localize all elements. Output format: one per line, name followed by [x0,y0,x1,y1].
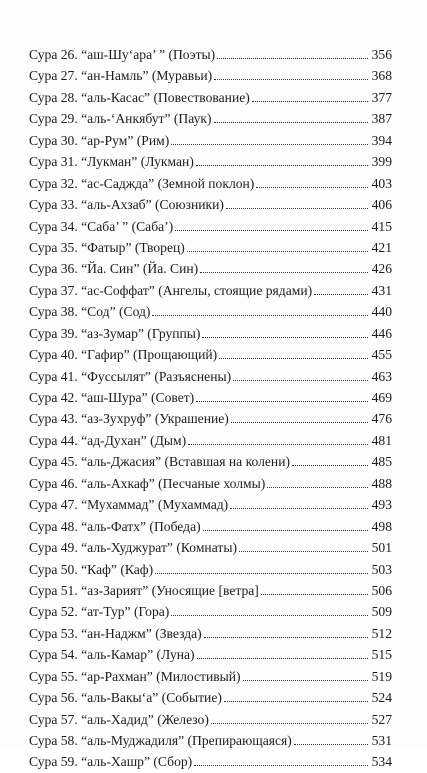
toc-entry-title: Сура 58. “аль-Муджадиля” (Препирающаяся) [29,733,292,748]
toc-entry-page-number: 426 [371,261,392,277]
toc-entry-page-number: 394 [371,132,392,148]
toc-entry [29,237,392,258]
toc-entry-title: Сура 37. “ас-Соффат” (Ангелы, стоящие рядами) [29,282,313,298]
toc-entry [29,537,392,558]
toc-entry-title: Сура 28. “аль-Касас” (Повествование) [29,89,250,105]
dot-leader [219,357,368,359]
dot-leader [214,78,368,80]
table-of-contents [29,44,392,773]
toc-entry-page-number: 446 [371,325,392,341]
dot-leader [211,722,368,724]
toc-entry-title: Сура 31. “Лукман” (Лукман) [29,154,194,170]
dot-leader [194,764,368,766]
toc-entry-page-number: 403 [371,175,392,191]
toc-entry-page-number: 512 [371,625,392,641]
dot-leader [152,314,368,316]
toc-entry-title: Сура 46. “аль-Ахкаф” (Песчаные холмы) [29,475,266,491]
toc-entry-page-number: 421 [371,239,392,255]
toc-entry-title: Сура 50. “Каф” (Каф) [29,561,154,577]
toc-entry-title: Сура 42. “аш-Шура” (Совет) [29,390,195,405]
toc-entry-title: Сура 39. “аз-Зумар” (Группы) [29,325,201,341]
toc-entry [29,730,392,751]
toc-entry-page-number: 463 [371,368,392,384]
toc-entry-title: Сура 34. “Саба’ ” (Саба’) [29,218,174,234]
toc-entry-page-number: 524 [371,690,392,706]
dot-leader [200,271,368,273]
toc-entry [29,709,392,730]
dot-leader [224,700,368,702]
toc-entry-page-number: 469 [371,390,392,405]
toc-entry-title: Сура 54. “аль-Камар” (Луна) [29,647,195,663]
toc-entry-page-number: 399 [371,154,392,170]
toc-entry-page-number: 493 [371,497,392,513]
toc-entry-title: Сура 45. “аль-Джасия” (Вставшая на колени) [29,454,291,470]
toc-entry-title: Сура 26. “аш-Шу‘ара’ ” (Поэты) [29,47,216,62]
toc-entry-page-number: 503 [371,561,392,577]
dot-leader [214,121,369,123]
toc-entry [29,173,392,194]
toc-entry-title: Сура 56. “аль-Вакы‘а” (Событие) [29,690,222,706]
toc-entry-page-number: 431 [371,282,392,298]
toc-entry [29,387,392,408]
toc-entry-page-number: 415 [371,218,392,234]
toc-entry [29,751,392,772]
dot-leader [188,443,368,445]
dot-leader [239,550,368,552]
toc-entry [29,559,392,580]
toc-entry-title: Сура 33. “аль-Ахзаб” (Союзники) [29,197,224,213]
toc-entry-title: Сура 35. “Фатыр” (Творец) [29,239,185,255]
toc-entry-title: Сура 53. “ан-Наджм” (Звезда) [29,625,202,641]
dot-leader [175,229,368,231]
toc-entry [29,194,392,215]
toc-entry-title: Сура 52. “ат-Тур” (Гора) [29,604,170,620]
toc-entry-page-number: 377 [371,89,392,105]
toc-entry [29,473,392,494]
toc-entry-title: Сура 55. “ар-Рахман” (Милостивый) [29,668,241,684]
toc-entry-title: Сура 38. “Сод” (Сод) [29,304,151,320]
toc-entry-title: Сура 40. “Гафир” (Прощающий) [29,347,218,363]
toc-entry [29,451,392,472]
dot-leader [203,529,368,531]
dot-leader [196,164,368,166]
toc-entry-title: Сура 27. “ан-Намль” (Муравьи) [29,68,213,84]
toc-entry-title: Сура 36. “Йа. Син” (Йа. Син) [29,261,199,277]
toc-entry [29,644,392,665]
toc-entry-page-number: 481 [371,432,392,448]
toc-entry [29,666,392,687]
toc-entry [29,408,392,429]
toc-entry [29,323,392,344]
toc-entry-page-number: 476 [371,411,392,427]
toc-entry [29,623,392,644]
toc-entry [29,87,392,108]
dot-leader [314,293,368,295]
toc-entry [29,344,392,365]
toc-entry-title: Сура 57. “аль-Хадид” (Железо) [29,711,209,727]
toc-entry-page-number: 509 [371,604,392,620]
toc-entry-title: Сура 51. “аз-Зарият” (Уносящие [ветра] [29,582,259,598]
toc-entry-page-number: 531 [371,733,392,748]
toc-entry [29,151,392,172]
toc-entry-page-number: 387 [371,111,392,127]
dot-leader [230,507,368,509]
dot-leader [267,486,368,488]
toc-entry [29,601,392,622]
toc-entry-page-number: 406 [371,197,392,213]
toc-entry-page-number: 440 [371,304,392,320]
dot-leader [233,379,368,381]
toc-entry-page-number: 534 [371,754,392,770]
toc-entry-title: Сура 59. “аль-Хашр” (Сбор) [29,754,193,770]
toc-entry-page-number: 356 [371,47,392,62]
toc-entry-title: Сура 30. “ар-Рум” (Рим) [29,132,170,148]
toc-entry-title: Сура 29. “аль-‘Анкябут” (Паук) [29,111,212,127]
toc-entry-page-number: 527 [371,711,392,727]
dot-leader [217,57,368,59]
toc-entry [29,301,392,322]
dot-leader [155,572,368,574]
toc-entry-page-number: 515 [371,647,392,663]
toc-entry [29,108,392,129]
toc-entry-title: Сура 32. “ас-Саджда” (Земной поклон) [29,175,255,191]
toc-entry-title: Сура 41. “Фуссылят” (Разъяснены) [29,368,232,384]
dot-leader [171,143,368,145]
dot-leader [204,636,368,638]
dot-leader [196,400,368,402]
toc-entry [29,65,392,86]
toc-entry-page-number: 506 [371,582,392,598]
toc-entry-page-number: 488 [371,475,392,491]
toc-entry-title: Сура 43. “аз-Зухруф” (Украшение) [29,411,229,427]
toc-entry-page-number: 501 [371,540,392,556]
toc-entry-page-number: 519 [371,668,392,684]
toc-entry-page-number: 455 [371,347,392,363]
dot-leader [187,250,368,252]
toc-entry [29,258,392,279]
toc-entry-title: Сура 48. “аль-Фатх” (Победа) [29,518,201,534]
toc-entry-page-number: 368 [371,68,392,84]
toc-entry [29,280,392,301]
toc-entry [29,430,392,451]
toc-entry [29,366,392,387]
dot-leader [252,100,368,102]
dot-leader [256,186,368,188]
dot-leader [197,657,368,659]
toc-entry [29,130,392,151]
dot-leader [243,679,368,681]
toc-entry-page-number: 498 [371,518,392,534]
dot-leader [261,593,368,595]
toc-entry [29,516,392,537]
toc-entry-page-number: 485 [371,454,392,470]
dot-leader [202,336,368,338]
toc-entry [29,216,392,237]
dot-leader [226,207,368,209]
toc-entry [29,580,392,601]
dot-leader [231,421,368,423]
dot-leader [171,614,368,616]
toc-entry [29,687,392,708]
toc-entry [29,494,392,515]
toc-entry-title: Сура 49. “аль-Худжурат” (Комнаты) [29,540,237,556]
toc-entry [29,44,392,65]
toc-entry-title: Сура 47. “Мухаммад” (Мухаммад) [29,497,229,513]
dot-leader [292,464,368,466]
dot-leader [294,743,368,745]
toc-entry-title: Сура 44. “ад-Духан” (Дым) [29,432,187,448]
